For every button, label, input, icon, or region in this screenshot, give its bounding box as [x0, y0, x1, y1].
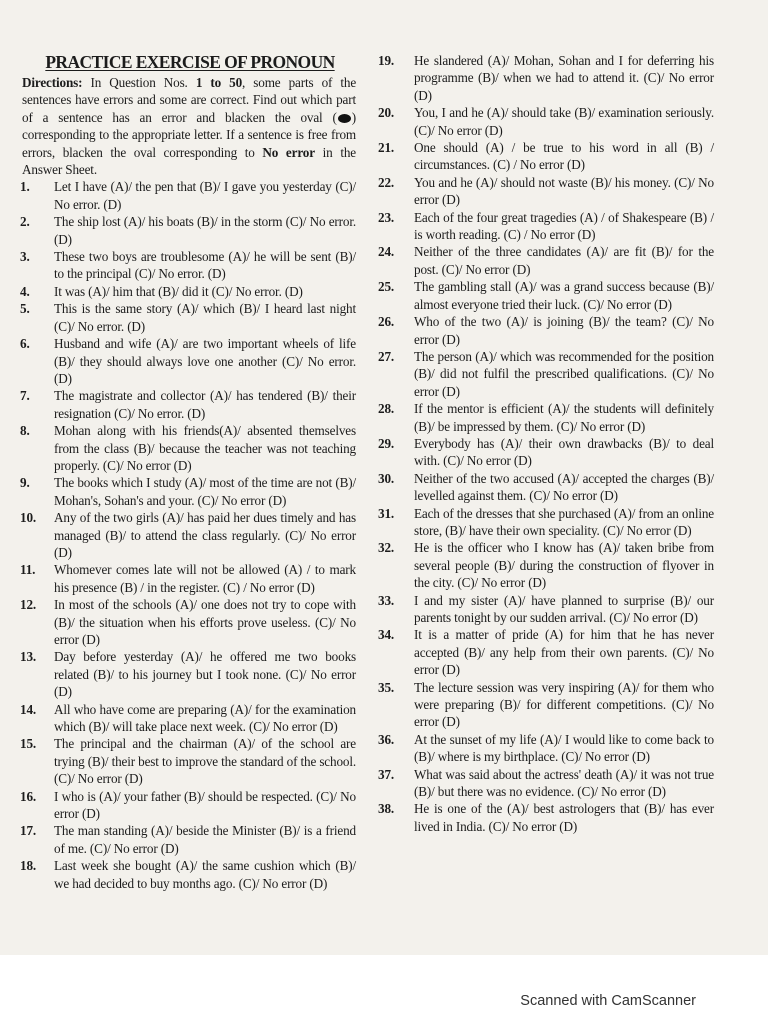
question-number: 1.	[20, 179, 30, 195]
question-text: Husband and wife (A)/ are two important wheels of life (B)/ they should always love one another (C)/ No error. (D)	[54, 336, 356, 386]
question-number: 37.	[378, 766, 395, 782]
question-number: 14.	[20, 701, 37, 717]
question-number: 38.	[378, 801, 395, 817]
question-text: Neither of the three candidates (A)/ are fit (B)/ for the post. (C)/ No error (D)	[414, 244, 714, 277]
question-number: 32.	[378, 540, 395, 556]
question-text: He is the officer who I know has (A)/ taken bribe from several people (B)/ during the construction of flyover in the city. (C)/ No error (D)	[414, 540, 714, 591]
question-number: 8.	[20, 423, 30, 439]
left-question-list	[20, 178, 356, 892]
question-number: 33.	[378, 592, 395, 608]
question-text: Day before yesterday (A)/ he offered me two books related (B)/ to his journey but I took none. (C)/ No error (D)	[54, 649, 356, 700]
question-item	[20, 422, 356, 474]
question-item	[378, 592, 714, 627]
question-text: Neither of the two accused (A)/ accepted the charges (B)/ levelled against them. (C)/ No error (D)	[414, 470, 714, 504]
question-text: The gambling stall (A)/ was a grand success because (B)/ almost everyone tried their luck. (C)/ No error (D)	[414, 279, 714, 312]
question-text: One should (A) / be true to his word in all (B) / circumstances. (C) / No error (D)	[414, 140, 714, 173]
directions-text-1: In Question Nos.	[82, 75, 196, 90]
question-text: You, I and he (A)/ should take (B)/ examination seriously. (C)/ No error (D)	[414, 105, 714, 138]
question-text: What was said about the actress' death (A)/ it was not true (B)/ but there was no evidence. (C)/ No error (D)	[414, 766, 714, 800]
question-text: This is the same story (A)/ which (B)/ I heard last night (C)/ No error. (D)	[54, 301, 356, 334]
question-item	[20, 178, 356, 213]
question-number: 7.	[20, 388, 30, 404]
question-item	[378, 278, 714, 313]
question-item	[378, 104, 714, 139]
question-item	[378, 52, 714, 104]
question-text: The magistrate and collector (A)/ has tendered (B)/ their resignation (C)/ No error. (D)	[54, 388, 356, 421]
directions-no-error: No error	[262, 144, 315, 160]
question-number: 25.	[378, 279, 395, 295]
question-text: The person (A)/ which was recommended for the position (B)/ did not fulfil the prescribed qualifications. (C)/ No error (D)	[414, 348, 714, 399]
question-item	[20, 248, 356, 283]
question-number: 5.	[20, 301, 30, 317]
question-item	[20, 387, 356, 422]
question-text: The lecture session was very inspiring (A)/ for them who were preparing (B)/ for different competitions. (C)/ No error (D)	[414, 679, 714, 730]
question-item	[20, 474, 356, 509]
question-item	[378, 470, 714, 505]
scanner-watermark: Scanned with CamScanner	[520, 993, 696, 1009]
question-item	[378, 505, 714, 540]
question-text: These two boys are troublesome (A)/ he will be sent (B)/ to the principal (C)/ No error. (D)	[54, 249, 356, 282]
question-number: 27.	[378, 348, 395, 364]
right-question-list	[378, 52, 714, 835]
question-text: He is one of the (A)/ best astrologers that (B)/ has ever lived in India. (C)/ No error (D)	[414, 801, 714, 834]
question-number: 31.	[378, 505, 395, 521]
question-number: 11.	[20, 562, 36, 578]
question-text: The ship lost (A)/ his boats (B)/ in the storm (C)/ No error. (D)	[54, 214, 356, 247]
question-number: 9.	[20, 475, 30, 491]
question-text: At the sunset of my life (A)/ I would like to come back to (B)/ where is my birthplace. (C)/ No error (D)	[414, 731, 714, 765]
question-number: 36.	[378, 731, 395, 747]
question-text: Mohan along with his friends(A)/ absented themselves from the class (B)/ because the teacher was not teaching properly. (C)/ No error (D)	[54, 423, 356, 473]
question-number: 4.	[20, 283, 30, 299]
question-text: Who of the two (A)/ is joining (B)/ the team? (C)/ No error (D)	[414, 314, 714, 347]
question-item	[378, 766, 714, 801]
question-number: 22.	[378, 174, 395, 190]
question-number: 12.	[20, 597, 37, 613]
question-number: 30.	[378, 470, 395, 486]
question-text: Any of the two girls (A)/ has paid her dues timely and has managed (B)/ to attend the class regularly. (C)/ No error (D)	[54, 510, 356, 560]
question-number: 28.	[378, 401, 395, 417]
question-number: 3.	[20, 249, 30, 265]
question-number: 16.	[20, 788, 37, 804]
question-text: Each of the four great tragedies (A) / of Shakespeare (B) / is worth reading. (C) / No error (D)	[414, 209, 714, 243]
question-number: 35.	[378, 679, 395, 695]
question-item	[20, 857, 356, 892]
question-number: 13.	[20, 649, 37, 665]
question-item	[378, 626, 714, 678]
left-column	[20, 52, 356, 892]
question-item	[378, 243, 714, 278]
question-number: 19.	[378, 53, 395, 68]
question-text: Last week she bought (A)/ the same cushion which (B)/ we had decided to buy months ago. (C)/ No error (D)	[54, 858, 356, 891]
question-item	[378, 435, 714, 470]
question-text: All who have come are preparing (A)/ for the examination which (B)/ will take place next week. (C)/ No error (D)	[54, 701, 356, 735]
question-item	[378, 174, 714, 209]
question-item	[378, 313, 714, 348]
question-item	[378, 400, 714, 435]
question-number: 18.	[20, 858, 37, 874]
question-text: I and my sister (A)/ have planned to surprise (B)/ our parents tonight by our sudden arrival. (C)/ No error (D)	[414, 592, 714, 625]
question-number: 29.	[378, 435, 395, 451]
question-text: I who is (A)/ your father (B)/ should be respected. (C)/ No error (D)	[54, 788, 356, 822]
question-item	[20, 648, 356, 700]
question-item	[378, 800, 714, 835]
question-text: Each of the dresses that she purchased (A)/ from an online store, (B)/ have their own speciality. (C)/ No error (D)	[414, 505, 714, 538]
question-number: 34.	[378, 627, 395, 643]
question-text: It was (A)/ him that (B)/ did it (C)/ No error. (D)	[54, 283, 303, 299]
question-number: 23.	[378, 209, 395, 225]
question-number: 2.	[20, 214, 30, 230]
question-item	[20, 822, 356, 857]
directions-label: Directions:	[22, 75, 83, 90]
question-item	[20, 735, 356, 787]
question-text: Whomever comes late will not be allowed (A) / to mark his presence (B) / in the register. (C) / No error (D)	[54, 562, 356, 595]
question-item	[20, 283, 356, 300]
question-text: Let I have (A)/ the pen that (B)/ I gave you yesterday (C)/ No error. (D)	[54, 179, 356, 212]
question-number: 20.	[378, 105, 395, 121]
question-item	[20, 213, 356, 248]
question-text: In most of the schools (A)/ one does not try to cope with (B)/ the situation when his efforts prove useless. (C)/ No error (D)	[54, 597, 356, 647]
question-item	[20, 561, 356, 596]
question-text: He slandered (A)/ Mohan, Sohan and I for deferring his programme (B)/ when we had to attend it. (C)/ No error (D)	[414, 53, 714, 103]
question-item	[20, 300, 356, 335]
directions-range: 1 to 50	[195, 75, 243, 90]
question-item	[378, 679, 714, 731]
question-text: The books which I study (A)/ most of the time are not (B)/ Mohan's, Sohan's and your. (C)/ No error (D)	[54, 475, 356, 508]
question-item	[378, 539, 714, 591]
filled-oval-icon	[338, 114, 351, 123]
question-item	[378, 209, 714, 244]
question-item	[20, 701, 356, 736]
question-number: 15.	[20, 736, 37, 752]
right-column	[378, 52, 714, 835]
directions	[22, 74, 356, 178]
question-item	[20, 596, 356, 648]
question-item	[378, 139, 714, 174]
directions-text-3: ) corresponding to the appropriate letter. If a sentence is free from errors, blacken the oval corresponding to	[22, 109, 356, 160]
directions-text-2: , some parts of the sentences have errors and some are correct. Find out which part of a sentence has an error and blacken the oval (	[22, 75, 357, 125]
question-number: 6.	[20, 336, 30, 352]
question-item	[20, 335, 356, 387]
question-number: 21.	[378, 140, 395, 156]
question-text: You and he (A)/ should not waste (B)/ his money. (C)/ No error (D)	[414, 174, 714, 208]
question-item	[378, 731, 714, 766]
question-text: If the mentor is efficient (A)/ the students will definitely (B)/ be impressed by them. (C)/ No error (D)	[414, 401, 714, 434]
question-item	[20, 788, 356, 823]
question-item	[20, 509, 356, 561]
question-number: 10.	[20, 510, 37, 526]
page-title: PRACTICE EXERCISE OF PRONOUN	[45, 52, 335, 72]
directions-text-4: in the Answer Sheet.	[22, 144, 356, 178]
question-text: The principal and the chairman (A)/ of the school are trying (B)/ their best to improve the standard of the school. (C)/ No error (D)	[54, 736, 356, 787]
question-text: Everybody has (A)/ their own drawbacks (B)/ to deal with. (C)/ No error (D)	[414, 435, 714, 469]
question-number: 24.	[378, 244, 395, 260]
question-item	[378, 348, 714, 400]
question-number: 26.	[378, 314, 395, 330]
question-text: The man standing (A)/ beside the Minister (B)/ is a friend of me. (C)/ No error (D)	[54, 823, 356, 856]
question-number: 17.	[20, 823, 37, 839]
question-text: It is a matter of pride (A) for him that he has never accepted (B)/ any help from their own parents. (C)/ No error (D)	[414, 627, 714, 678]
